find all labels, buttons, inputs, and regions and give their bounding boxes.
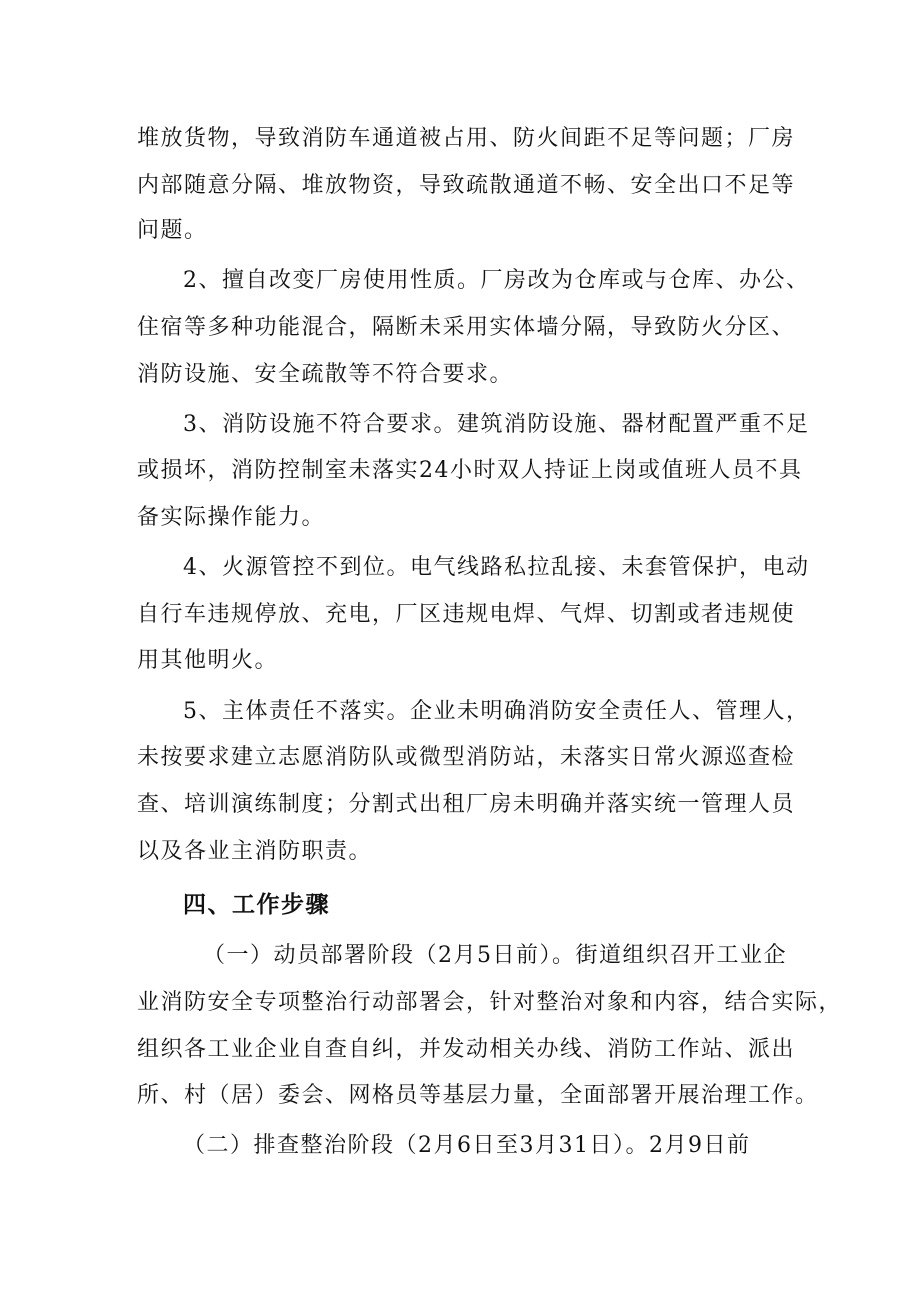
text-line: 自行车违规停放、充电，厂区违规电焊、气焊、切割或者违规使 xyxy=(137,602,796,627)
paragraph-5-start: 5、主体责任不落实。企业未明确消防安全责任人、管理人， xyxy=(183,699,810,724)
text-line: 以及各业主消防职责。 xyxy=(137,839,373,864)
text-line: 业消防安全专项整治行动部署会，针对整治对象和内容，结合实际， xyxy=(137,990,843,1015)
subsection-1-start: （一）动员部署阶段（2月5日前）。街道组织召开工业企 xyxy=(203,943,787,968)
paragraph-3-start: 3、消防设施不符合要求。建筑消防设施、器材配置严重不足 xyxy=(183,412,810,437)
text-line: 所、村（居）委会、网格员等基层力量，全面部署开展治理工作。 xyxy=(137,1083,819,1108)
text-line: 住宿等多种功能混合，隔断未采用实体墙分隔，导致防火分区、 xyxy=(137,315,796,340)
text-line: 未按要求建立志愿消防队或微型消防站，未落实日常火源巡查检 xyxy=(137,745,796,770)
text-line: 组织各工业企业自查自纠，并发动相关办线、消防工作站、派出 xyxy=(137,1037,796,1062)
subsection-2-start: （二）排查整治阶段（2月6日至3月31日）。2月9日前 xyxy=(183,1133,751,1158)
text-line: 问题。 xyxy=(137,218,208,243)
paragraph-2-start: 2、擅自改变厂房使用性质。厂房改为仓库或与仓库、办公、 xyxy=(183,268,810,293)
paragraph-4-start: 4、火源管控不到位。电气线路私拉乱接、未套管保护，电动 xyxy=(183,555,810,580)
text-line: 堆放货物，导致消防车通道被占用、防火间距不足等问题；厂房 xyxy=(137,126,796,151)
text-line: 内部随意分隔、堆放物资，导致疏散通道不畅、安全出口不足等 xyxy=(137,173,796,198)
text-line: 查、培训演练制度；分割式出租厂房未明确并落实统一管理人员 xyxy=(137,792,796,817)
text-line: 备实际操作能力。 xyxy=(137,505,326,530)
text-line: 用其他明火。 xyxy=(137,648,279,673)
text-line: 消防设施、安全疏散等不符合要求。 xyxy=(137,362,514,387)
section-heading: 四、工作步骤 xyxy=(183,892,330,918)
text-line: 或损坏，消防控制室未落实24小时双人持证上岗或值班人员不具 xyxy=(137,458,803,483)
